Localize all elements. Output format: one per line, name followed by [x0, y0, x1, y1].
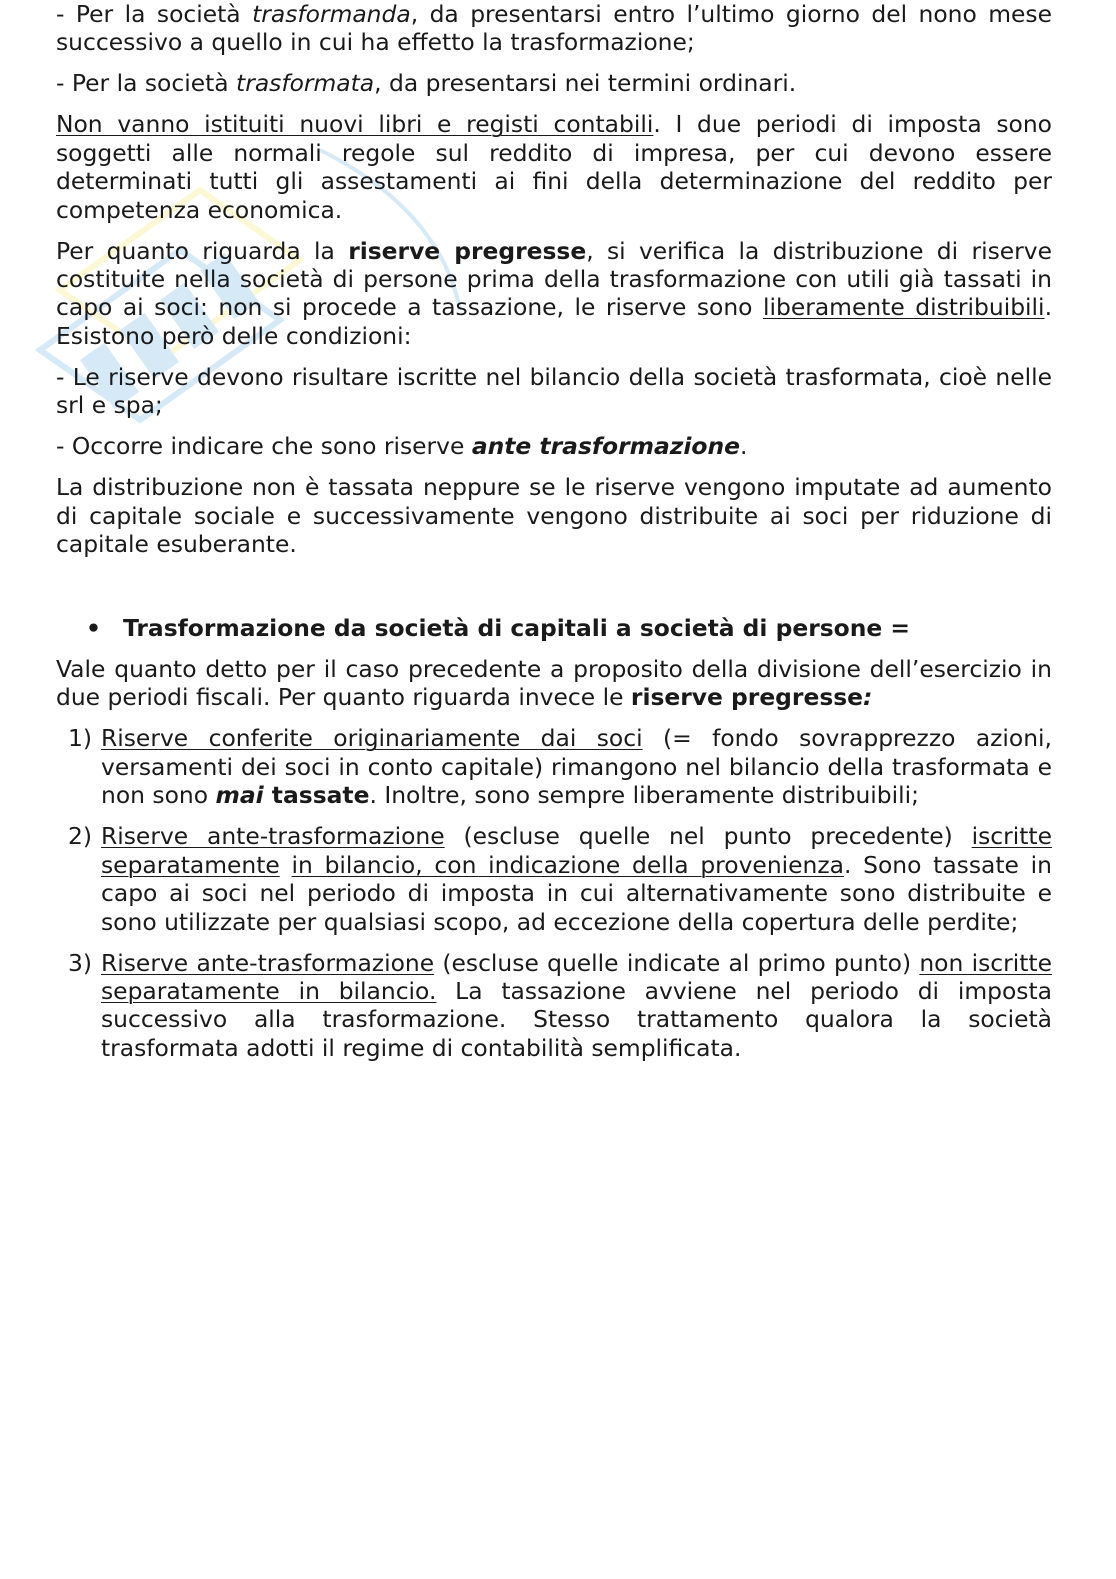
- numbered-list: [56, 724, 1052, 1062]
- numbered-item-1: 1) Riserve conferite originariamente dai soci (= fondo sovrapprezzo azioni, versamenti dei soci in conto capitale) rimangono nel bilancio della trasformata e non sono mai tassate. Inoltre, sono sempre liberamente distribuibili;: [68, 724, 1052, 810]
- item-number: 2): [68, 822, 93, 851]
- item-number: 3): [68, 948, 93, 977]
- section-heading-text: Trasformazione da società di capitali a società di persone =: [123, 614, 910, 643]
- paragraph-libri-contabili: Non vanno istituiti nuovi libri e registi contabili. I due periodi di imposta sono soggetti alle normali regole sul reddito di impresa, per cui devono essere determinati tutti gli assestamenti ai fini della determinazione del reddito per competenza economica.: [56, 110, 1052, 224]
- section-spacer: [56, 571, 1052, 614]
- numbered-item-2: 2) Riserve ante-trasformazione (escluse quelle nel punto precedente) iscritte separatamente in bilancio, con indicazione della provenienza. Sono tassate in capo ai soci nel periodo di imposta in cui alternativamente sono distribuite e sono utilizzate per qualsiasi scopo, ad eccezione della copertura delle perdite;: [68, 822, 1053, 936]
- condition-item-1: - Le riserve devono risultare iscritte nel bilancio della società trasformata, cioè nelle srl e spa;: [56, 362, 1052, 420]
- section-heading: [56, 614, 1052, 642]
- bullet-icon: •: [86, 614, 101, 643]
- intro-item-1: - Per la società trasformanda, da presentarsi entro l’ultimo giorno del nono mese successivo a quello in cui ha effetto la trasformazione;: [56, 0, 1053, 57]
- item-number: 1): [68, 724, 93, 753]
- condition-item-2: - Occorre indicare che sono riserve ante trasformazione.: [56, 432, 748, 461]
- document-page: [56, 0, 1052, 1075]
- paragraph-riserve-pregresse: Per quanto riguarda la riserve pregresse, si verifica la distribuzione di riserve costituite nella società di persone prima della trasformazione con utili già tassati in capo ai soci: non si procede a tassazione, le riserve sono liberamente distribuibili. Esistono però delle condizioni:: [56, 236, 1052, 350]
- paragraph-vale-quanto: Vale quanto detto per il caso precedente a proposito della divisione dell’esercizio in due periodi fiscali. Per quanto riguarda invece le riserve pregresse:: [56, 655, 1052, 712]
- intro-item-2: - Per la società trasformata, da presentarsi nei termini ordinari.: [56, 69, 797, 98]
- numbered-item-3: 3) Riserve ante-trasformazione (escluse quelle indicate al primo punto) non iscritte separatamente in bilancio. La tassazione avviene nel periodo di imposta successivo alla trasformazione. Stesso trattamento qualora la società trasformata adotti il regime di contabilità semplificata.: [68, 948, 1052, 1062]
- paragraph-distribuzione: La distribuzione non è tassata neppure se le riserve vengono imputate ad aumento di capitale sociale e successivamente vengono distribuite ai soci per riduzione di capitale esuberante.: [56, 473, 1052, 559]
